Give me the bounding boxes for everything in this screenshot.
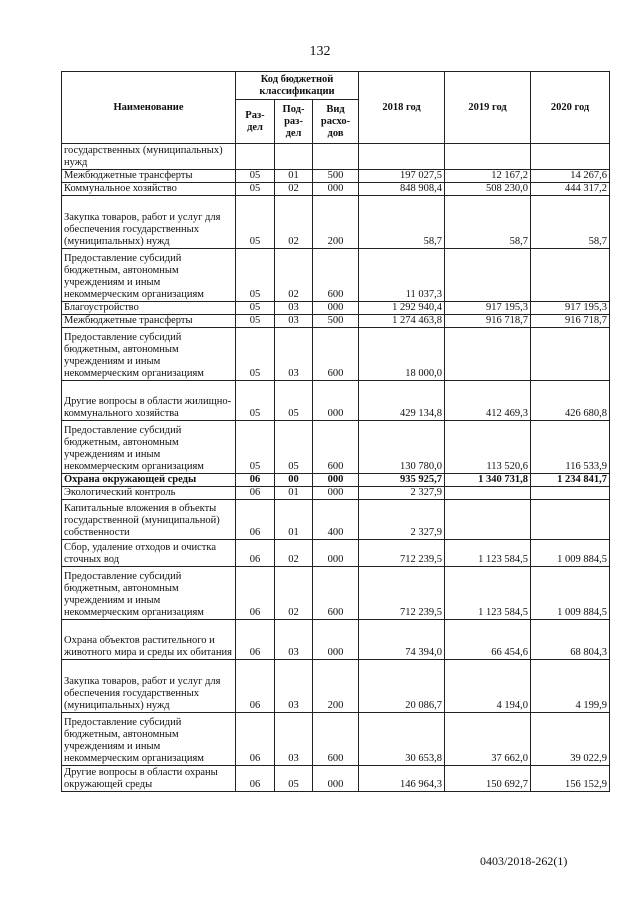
row-name: Предоставление субсидий бюджетным, автономным учреждениям и иным некоммерческим организациям bbox=[62, 713, 236, 766]
row-podrazdel: 03 bbox=[275, 620, 313, 660]
table-row bbox=[62, 302, 610, 315]
row-razdel: 05 bbox=[236, 170, 275, 183]
row-vid: 200 bbox=[313, 660, 359, 713]
table-row bbox=[62, 620, 610, 660]
row-value-2020: 917 195,3 bbox=[531, 302, 610, 315]
row-podrazdel: 00 bbox=[275, 474, 313, 487]
row-name: Предоставление субсидий бюджетным, автономным учреждениям и иным некоммерческим организациям bbox=[62, 567, 236, 620]
row-razdel: 05 bbox=[236, 183, 275, 196]
row-vid: 600 bbox=[313, 713, 359, 766]
row-name: Закупка товаров, работ и услуг для обеспечения государственных (муниципальных) нужд bbox=[62, 196, 236, 249]
row-vid: 000 bbox=[313, 381, 359, 421]
table-row bbox=[62, 328, 610, 381]
table-row bbox=[62, 713, 610, 766]
row-value-2018: 30 653,8 bbox=[359, 713, 445, 766]
row-name: Охрана окружающей среды bbox=[62, 474, 236, 487]
table-row bbox=[62, 766, 610, 792]
row-podrazdel: 02 bbox=[275, 183, 313, 196]
row-vid: 400 bbox=[313, 500, 359, 540]
row-podrazdel: 02 bbox=[275, 567, 313, 620]
table-row bbox=[62, 421, 610, 474]
row-name: Охрана объектов растительного и животного мира и среды их обитания bbox=[62, 620, 236, 660]
row-razdel: 06 bbox=[236, 500, 275, 540]
row-podrazdel: 03 bbox=[275, 660, 313, 713]
row-value-2018: 58,7 bbox=[359, 196, 445, 249]
row-value-2020: 426 680,8 bbox=[531, 381, 610, 421]
row-value-2020: 916 718,7 bbox=[531, 315, 610, 328]
row-vid: 000 bbox=[313, 474, 359, 487]
row-value-2020: 58,7 bbox=[531, 196, 610, 249]
row-razdel: 05 bbox=[236, 249, 275, 302]
row-name: Другие вопросы в области жилищно-коммунального хозяйства bbox=[62, 381, 236, 421]
row-value-2020 bbox=[531, 249, 610, 302]
row-value-2020: 116 533,9 bbox=[531, 421, 610, 474]
row-value-2020: 68 804,3 bbox=[531, 620, 610, 660]
row-razdel: 05 bbox=[236, 328, 275, 381]
row-value-2019: 508 230,0 bbox=[445, 183, 531, 196]
header-2018: 2018 год bbox=[359, 72, 445, 144]
row-name: Коммунальное хозяйство bbox=[62, 183, 236, 196]
row-name: государственных (муниципальных) нужд bbox=[62, 144, 236, 170]
row-value-2019: 916 718,7 bbox=[445, 315, 531, 328]
row-value-2019 bbox=[445, 144, 531, 170]
row-value-2018: 712 239,5 bbox=[359, 540, 445, 567]
header-vid: Вид расхо-дов bbox=[313, 100, 359, 144]
row-value-2018: 712 239,5 bbox=[359, 567, 445, 620]
row-razdel: 05 bbox=[236, 196, 275, 249]
row-vid: 000 bbox=[313, 620, 359, 660]
row-value-2019: 150 692,7 bbox=[445, 766, 531, 792]
row-value-2018: 18 000,0 bbox=[359, 328, 445, 381]
row-vid: 600 bbox=[313, 328, 359, 381]
row-value-2020: 444 317,2 bbox=[531, 183, 610, 196]
row-podrazdel: 02 bbox=[275, 196, 313, 249]
row-razdel: 06 bbox=[236, 567, 275, 620]
row-value-2020: 1 009 884,5 bbox=[531, 567, 610, 620]
table-row bbox=[62, 144, 610, 170]
row-name: Предоставление субсидий бюджетным, автономным учреждениям и иным некоммерческим организациям bbox=[62, 328, 236, 381]
row-name: Межбюджетные трансферты bbox=[62, 170, 236, 183]
row-podrazdel: 03 bbox=[275, 302, 313, 315]
row-razdel: 06 bbox=[236, 474, 275, 487]
row-razdel: 06 bbox=[236, 713, 275, 766]
row-value-2018: 935 925,7 bbox=[359, 474, 445, 487]
row-podrazdel: 01 bbox=[275, 487, 313, 500]
row-value-2018: 11 037,3 bbox=[359, 249, 445, 302]
row-value-2020: 4 199,9 bbox=[531, 660, 610, 713]
row-razdel: 05 bbox=[236, 315, 275, 328]
row-value-2020: 156 152,9 bbox=[531, 766, 610, 792]
row-razdel: 05 bbox=[236, 381, 275, 421]
row-podrazdel: 01 bbox=[275, 170, 313, 183]
row-razdel: 06 bbox=[236, 766, 275, 792]
row-value-2020: 14 267,6 bbox=[531, 170, 610, 183]
row-value-2018: 848 908,4 bbox=[359, 183, 445, 196]
row-name: Капитальные вложения в объекты государственной (муниципальной) собственности bbox=[62, 500, 236, 540]
row-value-2018: 20 086,7 bbox=[359, 660, 445, 713]
row-name: Закупка товаров, работ и услуг для обеспечения государственных (муниципальных) нужд bbox=[62, 660, 236, 713]
row-value-2018: 2 327,9 bbox=[359, 500, 445, 540]
row-name: Другие вопросы в области охраны окружающей среды bbox=[62, 766, 236, 792]
row-value-2018: 146 964,3 bbox=[359, 766, 445, 792]
row-vid: 200 bbox=[313, 196, 359, 249]
table-row bbox=[62, 474, 610, 487]
row-vid: 600 bbox=[313, 421, 359, 474]
row-value-2018: 429 134,8 bbox=[359, 381, 445, 421]
row-value-2019 bbox=[445, 500, 531, 540]
row-value-2019 bbox=[445, 328, 531, 381]
row-value-2019: 12 167,2 bbox=[445, 170, 531, 183]
row-value-2019: 4 194,0 bbox=[445, 660, 531, 713]
row-podrazdel: 03 bbox=[275, 713, 313, 766]
header-2020: 2020 год bbox=[531, 72, 610, 144]
row-value-2018: 1 292 940,4 bbox=[359, 302, 445, 315]
row-value-2020: 1 234 841,7 bbox=[531, 474, 610, 487]
table-row bbox=[62, 183, 610, 196]
row-value-2018: 74 394,0 bbox=[359, 620, 445, 660]
table-row bbox=[62, 170, 610, 183]
row-vid: 000 bbox=[313, 540, 359, 567]
row-value-2018: 2 327,9 bbox=[359, 487, 445, 500]
row-name: Межбюджетные трансферты bbox=[62, 315, 236, 328]
row-podrazdel: 05 bbox=[275, 421, 313, 474]
header-razdel: Раз-дел bbox=[236, 100, 275, 144]
row-name: Предоставление субсидий бюджетным, автономным учреждениям и иным некоммерческим организациям bbox=[62, 421, 236, 474]
row-name: Сбор, удаление отходов и очистка сточных вод bbox=[62, 540, 236, 567]
row-value-2019: 58,7 bbox=[445, 196, 531, 249]
row-podrazdel: 02 bbox=[275, 249, 313, 302]
row-value-2018: 197 027,5 bbox=[359, 170, 445, 183]
row-value-2019 bbox=[445, 249, 531, 302]
table-row bbox=[62, 660, 610, 713]
row-podrazdel: 03 bbox=[275, 315, 313, 328]
row-vid: 000 bbox=[313, 487, 359, 500]
row-podrazdel bbox=[275, 144, 313, 170]
row-vid bbox=[313, 144, 359, 170]
row-razdel: 06 bbox=[236, 487, 275, 500]
table-row bbox=[62, 249, 610, 302]
row-razdel: 06 bbox=[236, 540, 275, 567]
row-razdel: 05 bbox=[236, 421, 275, 474]
row-razdel bbox=[236, 144, 275, 170]
row-podrazdel: 03 bbox=[275, 328, 313, 381]
table-row bbox=[62, 487, 610, 500]
row-razdel: 05 bbox=[236, 302, 275, 315]
header-code-group: Код бюджетной классификации bbox=[236, 72, 359, 100]
header-name: Наименование bbox=[62, 72, 236, 144]
row-vid: 500 bbox=[313, 170, 359, 183]
row-value-2019: 1 123 584,5 bbox=[445, 540, 531, 567]
row-value-2020 bbox=[531, 500, 610, 540]
row-razdel: 06 bbox=[236, 660, 275, 713]
row-value-2018: 130 780,0 bbox=[359, 421, 445, 474]
row-vid: 000 bbox=[313, 302, 359, 315]
row-value-2019: 412 469,3 bbox=[445, 381, 531, 421]
row-podrazdel: 01 bbox=[275, 500, 313, 540]
table-row bbox=[62, 500, 610, 540]
row-podrazdel: 02 bbox=[275, 540, 313, 567]
page-number: 132 bbox=[309, 44, 331, 59]
row-value-2019: 66 454,6 bbox=[445, 620, 531, 660]
header-2019: 2019 год bbox=[445, 72, 531, 144]
row-podrazdel: 05 bbox=[275, 381, 313, 421]
row-razdel: 06 bbox=[236, 620, 275, 660]
row-value-2019: 37 662,0 bbox=[445, 713, 531, 766]
header-podrazdel: Под-раз-дел bbox=[275, 100, 313, 144]
table-row bbox=[62, 567, 610, 620]
row-value-2020: 1 009 884,5 bbox=[531, 540, 610, 567]
row-value-2020 bbox=[531, 144, 610, 170]
table-row bbox=[62, 540, 610, 567]
row-vid: 000 bbox=[313, 183, 359, 196]
row-value-2019: 1 340 731,8 bbox=[445, 474, 531, 487]
row-vid: 600 bbox=[313, 567, 359, 620]
row-value-2020: 39 022,9 bbox=[531, 713, 610, 766]
row-value-2019 bbox=[445, 487, 531, 500]
table-row bbox=[62, 315, 610, 328]
row-value-2018 bbox=[359, 144, 445, 170]
row-name: Экологический контроль bbox=[62, 487, 236, 500]
budget-table bbox=[61, 71, 610, 792]
row-podrazdel: 05 bbox=[275, 766, 313, 792]
row-vid: 600 bbox=[313, 249, 359, 302]
row-value-2020 bbox=[531, 328, 610, 381]
row-value-2019: 113 520,6 bbox=[445, 421, 531, 474]
doc-number: 0403/2018-262(1) bbox=[480, 854, 568, 868]
row-vid: 500 bbox=[313, 315, 359, 328]
table-row bbox=[62, 196, 610, 249]
row-name: Предоставление субсидий бюджетным, автономным учреждениям и иным некоммерческим организациям bbox=[62, 249, 236, 302]
table-row bbox=[62, 381, 610, 421]
row-value-2018: 1 274 463,8 bbox=[359, 315, 445, 328]
row-value-2019: 917 195,3 bbox=[445, 302, 531, 315]
row-vid: 000 bbox=[313, 766, 359, 792]
row-value-2019: 1 123 584,5 bbox=[445, 567, 531, 620]
row-name: Благоустройство bbox=[62, 302, 236, 315]
row-value-2020 bbox=[531, 487, 610, 500]
